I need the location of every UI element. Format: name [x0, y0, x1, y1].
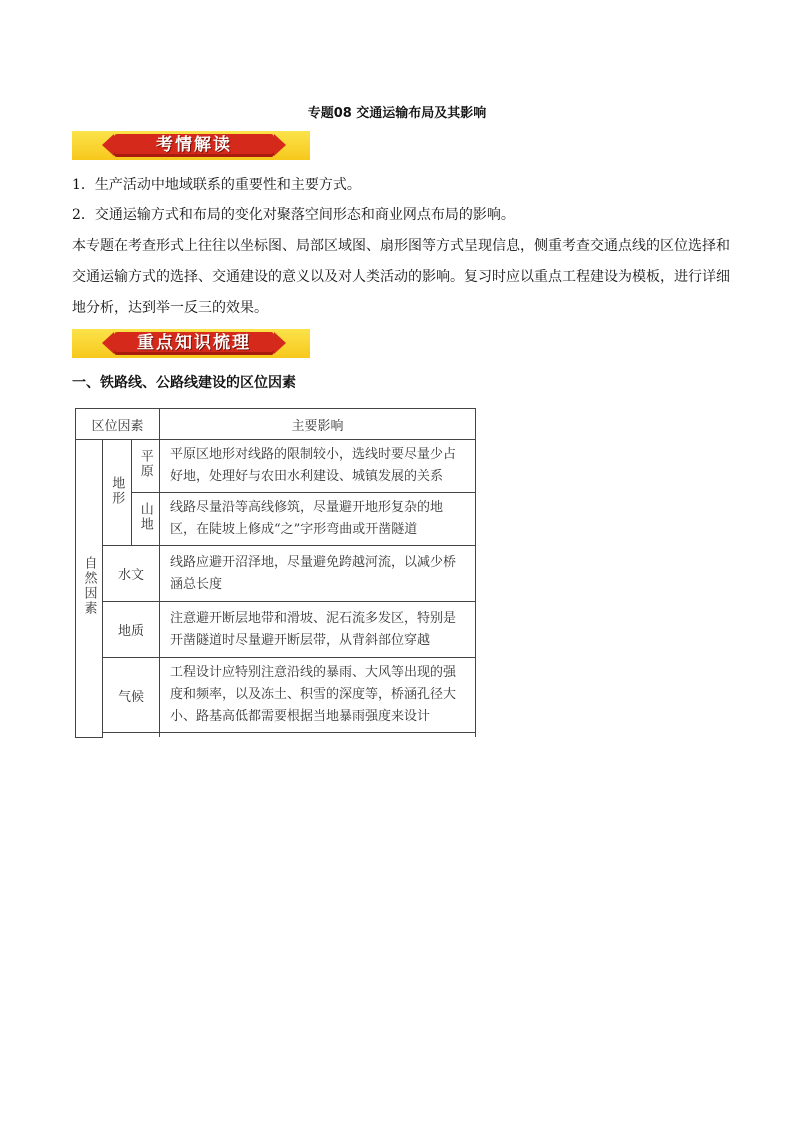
effect-mountain: 线路尽量沿等高线修筑，尽量避开地形复杂的地区，在陡坡上修成“之”字形弯曲或开凿隧道 [160, 493, 476, 546]
point-2: 2．交通运输方式和布局的变化对聚落空间形态和商业网点布局的影响。 [72, 207, 515, 223]
truncated-cell [103, 733, 160, 738]
table-row [76, 602, 476, 658]
factor-plain [131, 440, 160, 493]
table-row [76, 546, 476, 602]
intro-paragraph: 本专题在考查形式上往往以坐标图、局部区域图、扇形图等方式呈现信息，侧重考查交通点线的区位选择和交通运输方式的选择、交通建设的意义以及对人类活动的影响。复习时应以重点工程建设为模板，进行详细地分析，达到举一反三的效果。 [72, 238, 730, 316]
page-title: 专题08 交通运输布局及其影响 [307, 106, 487, 121]
point-1: 1．生产活动中地域联系的重要性和主要方式。 [72, 177, 361, 193]
factor-geology: 地质 [103, 602, 160, 658]
terrain-cell [103, 440, 132, 546]
banner-label: 考情解读 [156, 135, 232, 155]
banner-ribbon [114, 134, 274, 157]
banner-ribbon [114, 332, 274, 355]
factor-label: 平原 [137, 449, 153, 479]
effect-geology: 注意避开断层地带和滑坡、泥石流多发区，特别是开凿隧道时尽量避开断层带，从背斜部位穿越 [160, 602, 476, 658]
truncated-cell [160, 733, 476, 738]
section-heading: 一、铁路线、公路线建设的区位因素 [72, 375, 296, 391]
table-row [76, 493, 476, 546]
factor-label: 山地 [137, 502, 153, 532]
terrain-label: 地形 [109, 475, 125, 506]
factor-mountain [131, 493, 160, 546]
table-row [76, 658, 476, 733]
effect-plain: 平原区地形对线路的限制较小，选线时要尽量少占好地，处理好与农田水利建设、城镇发展的关系 [160, 440, 476, 493]
factor-hydrology: 水文 [103, 546, 160, 602]
exam-analysis-banner [72, 131, 310, 160]
factor-climate: 气候 [103, 658, 160, 733]
effect-climate: 工程设计应特别注意沿线的暴雨、大风等出现的强度和频率，以及冻土、积雪的深度等，桥涵孔径大小、路基高低都需要根据当地暴雨强度来设计 [160, 658, 476, 733]
key-knowledge-banner [72, 329, 310, 358]
header-main-effect: 主要影响 [160, 409, 476, 440]
table-header-row [76, 409, 476, 440]
table-row-truncated [76, 733, 476, 738]
category-label: 自然因素 [81, 556, 97, 617]
header-location-factor: 区位因素 [76, 409, 160, 440]
table-row [76, 440, 476, 493]
category-natural-factors [76, 440, 103, 738]
location-factors-table [75, 408, 476, 738]
banner-label: 重点知识梳理 [137, 333, 251, 353]
effect-hydrology: 线路应避开沼泽地，尽量避免跨越河流，以减少桥涵总长度 [160, 546, 476, 602]
